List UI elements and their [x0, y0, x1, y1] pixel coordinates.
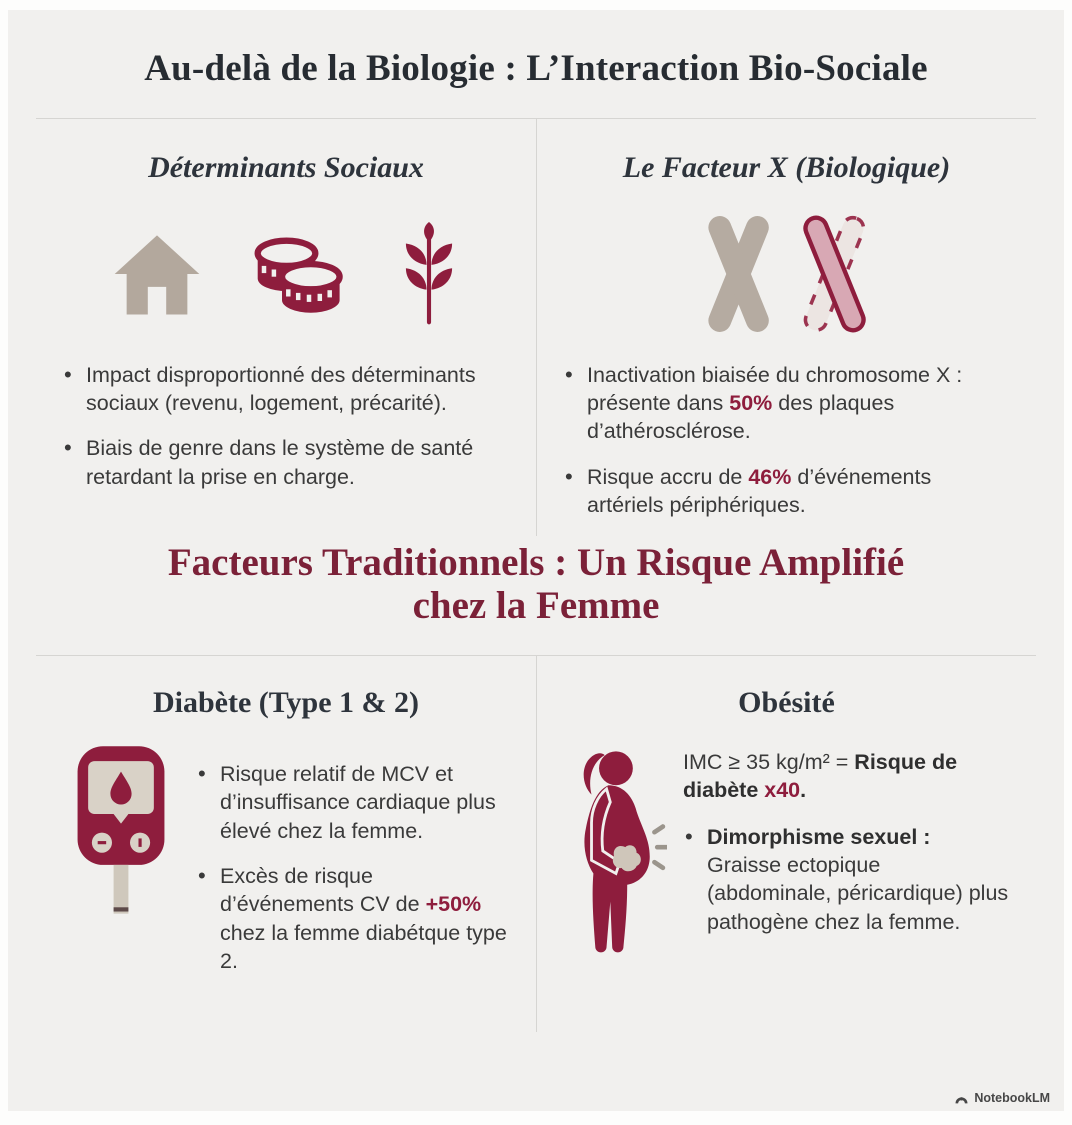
social-icons-row: [62, 201, 510, 347]
xx-chromosomes-icon: [679, 208, 895, 340]
wheat-icon: [396, 222, 462, 326]
text-segment: Risque relatif de MCV et d’insuffisance cardiaque plus élevé chez la femme.: [220, 761, 496, 843]
text-segment: 46%: [748, 464, 792, 489]
coins-icon: [246, 226, 354, 322]
chromosome-icons-row: [563, 201, 1010, 347]
notebooklm-logo-icon: [954, 1092, 969, 1105]
text-segment: Risque accru de: [587, 464, 749, 489]
obesity-column: [536, 656, 1036, 1032]
diabetes-column: [36, 656, 536, 1032]
factor-x-bullets: [563, 361, 1010, 520]
text-segment: IMC ≥ 35 kg/m² =: [683, 749, 855, 774]
text-segment: 50%: [729, 390, 773, 415]
text-segment: d’événements artériels périphériques.: [587, 464, 932, 518]
text-segment: +50%: [425, 892, 482, 917]
text-segment: Risque de diabète: [683, 749, 958, 803]
text-segment: Impact disproportionné des déterminants sociaux (revenu, logement, précarité).: [86, 362, 476, 415]
factor-x-column: [536, 119, 1036, 537]
text-segment: Excès de risque d’événements CV de: [220, 864, 426, 917]
pregnant-woman-icon: [563, 742, 667, 958]
bullet-item: [196, 862, 510, 976]
bullet-item: [62, 361, 510, 418]
bullet-item: [563, 361, 1010, 446]
text-segment: Biais de genre dans le système de santé retardant la prise en charge.: [86, 436, 474, 489]
factor-x-heading: Le Facteur X (Biologique): [622, 150, 951, 184]
footer-brand: [954, 1091, 1050, 1105]
obesity-intro: [683, 748, 1010, 805]
text-segment: Graisse ectopique (abdominale, péricardique) plus pathogène chez la femme.: [707, 853, 1009, 934]
infographic-canvas: [8, 10, 1064, 1111]
bullet-item: [62, 434, 510, 491]
text-segment: Inactivation biaisée du chromosome X : présente dans: [587, 362, 963, 415]
obesity-bullets: [683, 823, 1010, 937]
text-segment: .: [800, 778, 807, 803]
glucose-meter-icon: [62, 742, 180, 920]
text-segment: Dimorphisme sexuel :: [707, 824, 931, 849]
brand-label: NotebookLM: [974, 1091, 1050, 1105]
section2-columns: [36, 656, 1036, 1032]
section1-columns: [36, 119, 1036, 518]
social-determinants-bullets: [62, 361, 510, 492]
text-segment: des plaques d’athérosclérose.: [587, 390, 895, 444]
social-determinants-column: [36, 119, 536, 537]
house-icon: [110, 228, 204, 320]
section2-title-line1: Facteurs Traditionnels : Un Risque Amplifié: [167, 540, 905, 584]
section2-title-line2: chez la Femme: [412, 584, 660, 628]
main-title: Au-delà de la Biologie : L’Interaction Bio-Sociale: [144, 48, 928, 89]
diabetes-bullets: [196, 760, 510, 993]
text-segment: x40: [764, 778, 801, 803]
bullet-item: [196, 760, 510, 845]
text-segment: chez la femme diabétque type 2.: [220, 920, 507, 974]
obesity-heading: Obésité: [738, 685, 835, 719]
social-determinants-heading: Déterminants Sociaux: [148, 150, 424, 184]
diabetes-heading: Diabète (Type 1 & 2): [152, 685, 420, 719]
bullet-item: [683, 823, 1010, 937]
bullet-item: [563, 463, 1010, 520]
